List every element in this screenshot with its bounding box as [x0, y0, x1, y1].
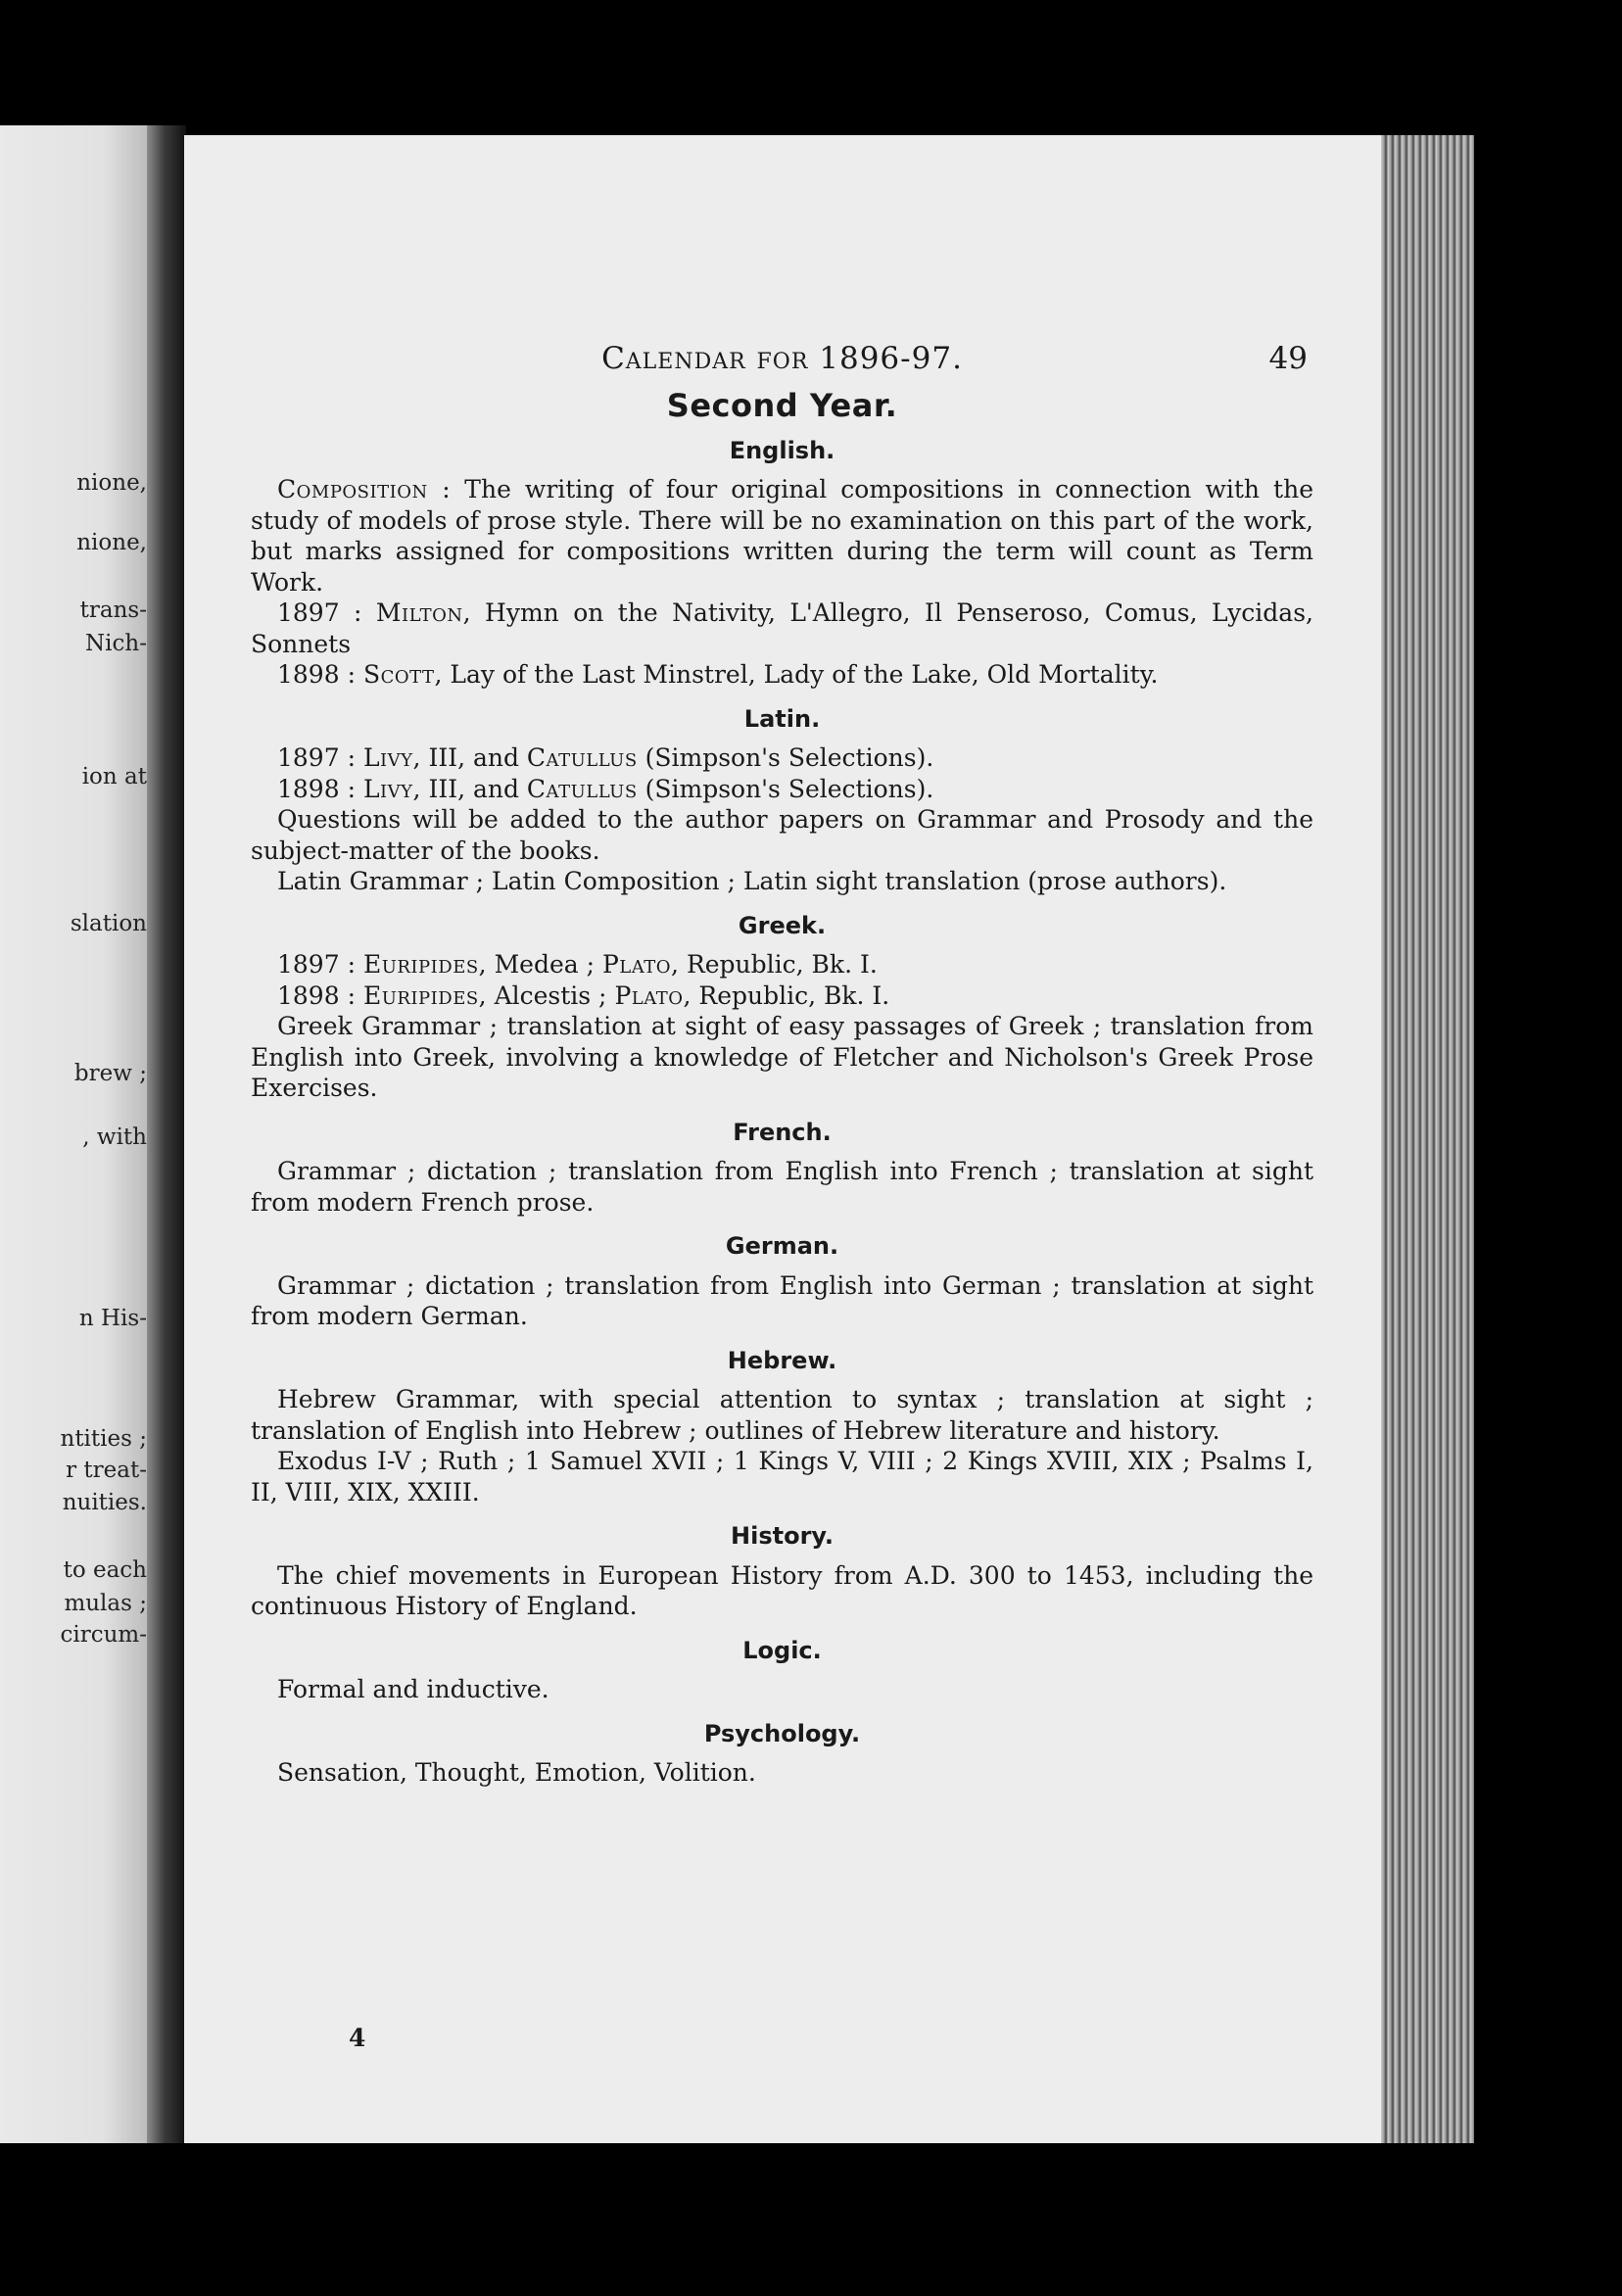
running-title: Calendar for 1896-97. — [601, 341, 963, 376]
section-heading-latin: Latin. — [743, 704, 821, 733]
left-fragment: ntities ; — [60, 1426, 147, 1452]
greek-1898: 1898 : Euripides, Alcestis ; Plato, Republic, Bk. I. — [277, 981, 890, 1010]
english-composition: Composition : The writing of four original compositions in connection with the study of models of prose style. There will be no examination on this part of the work, but marks assigned for compositions written during the term will count as Term Work. — [251, 475, 1313, 597]
page-title: Second Year. — [666, 387, 898, 424]
left-fragment: n His- — [78, 1306, 147, 1331]
section-heading-greek: Greek. — [738, 911, 827, 939]
left-fragment: trans- — [79, 598, 147, 623]
latin-1897: 1897 : Livy, III, and Catullus (Simpson's Selections). — [277, 743, 934, 772]
left-fragment: nione, — [76, 470, 147, 496]
author-name: Scott — [362, 660, 435, 689]
author-name: Euripides — [362, 981, 479, 1010]
section-heading-psychology: Psychology. — [703, 1719, 861, 1747]
hebrew-text: Hebrew Grammar, with special attention to syntax ; translation at sight ; translation of English into Hebrew ; outlines of Hebrew literature and history. — [251, 1385, 1313, 1445]
latin-grammar: Latin Grammar ; Latin Composition ; Latin sight translation (prose authors). — [277, 867, 1227, 895]
left-fragment: circum- — [60, 1622, 147, 1648]
section-heading-hebrew: Hebrew. — [727, 1346, 837, 1374]
psychology-text: Sensation, Thought, Emotion, Volition. — [277, 1758, 756, 1787]
logic-text: Formal and inductive. — [277, 1675, 549, 1703]
left-fragment: r treat- — [66, 1458, 147, 1483]
left-fragment: nuities. — [62, 1490, 147, 1515]
book-gutter — [147, 125, 186, 2143]
left-fragment: ion at — [81, 764, 147, 789]
latin-questions: Questions will be added to the author papers on Grammar and Prosody and the subject-matter of the books. — [251, 805, 1313, 865]
left-fragment: Nich- — [85, 631, 147, 656]
page-number: 49 — [1268, 341, 1308, 376]
running-header — [251, 336, 1313, 379]
left-fragment: slation — [70, 911, 147, 936]
author-name: Euripides — [362, 950, 479, 979]
section-heading-history: History. — [731, 1522, 834, 1550]
greek-1897: 1897 : Euripides, Medea ; Plato, Republic, Bk. I. — [277, 950, 878, 979]
author-name: Plato — [601, 950, 672, 979]
french-text: Grammar ; dictation ; translation from English into French ; translation at sight from modern French prose. — [251, 1157, 1313, 1217]
greek-grammar: Greek Grammar ; translation at sight of easy passages of Greek ; translation from English into Greek, involving a knowledge of Fletcher and Nicholson's Greek Prose Exercises. — [251, 1012, 1313, 1102]
section-heading-english: English. — [729, 436, 835, 464]
english-1898: 1898 : Scott, Lay of the Last Minstrel, Lady of the Lake, Old Mortality. — [277, 660, 1159, 689]
author-name: Catullus — [526, 743, 638, 772]
english-1897: 1897 : Milton, Hymn on the Nativity, L'Allegro, Il Penseroso, Comus, Lycidas, Sonnets — [251, 598, 1313, 658]
section-heading-german: German. — [725, 1232, 839, 1260]
left-fragment: , with — [82, 1124, 147, 1150]
latin-1898: 1898 : Livy, III, and Catullus (Simpson's Selections). — [277, 774, 934, 803]
left-fragment: to each — [63, 1557, 147, 1583]
page-content — [251, 336, 1313, 1789]
page-stack-edge — [1381, 135, 1474, 2143]
left-fragment: brew ; — [73, 1061, 147, 1086]
author-name: Catullus — [526, 774, 638, 803]
facing-page — [0, 125, 147, 2143]
author-name: Milton — [375, 598, 463, 627]
history-text: The chief movements in European History from A.D. 300 to 1453, including the continuous History of England. — [251, 1560, 1313, 1620]
page — [184, 135, 1381, 2143]
german-text: Grammar ; dictation ; translation from English into German ; translation at sight from modern German. — [251, 1270, 1313, 1330]
author-name: Plato — [614, 981, 684, 1010]
folio-signature: 4 — [349, 2024, 366, 2052]
section-heading-logic: Logic. — [742, 1636, 822, 1664]
section-heading-french: French. — [733, 1118, 832, 1146]
author-name: Livy — [362, 774, 413, 803]
left-fragment: mulas ; — [64, 1591, 147, 1616]
left-fragment: nione, — [76, 530, 147, 555]
author-name: Livy — [362, 743, 413, 772]
hebrew-readings: Exodus I-V ; Ruth ; 1 Samuel XVII ; 1 Kings V, VIII ; 2 Kings XVIII, XIX ; Psalms I, II, VIII, XIX, XXIII. — [251, 1447, 1313, 1507]
composition-label: Composition : — [277, 475, 452, 503]
